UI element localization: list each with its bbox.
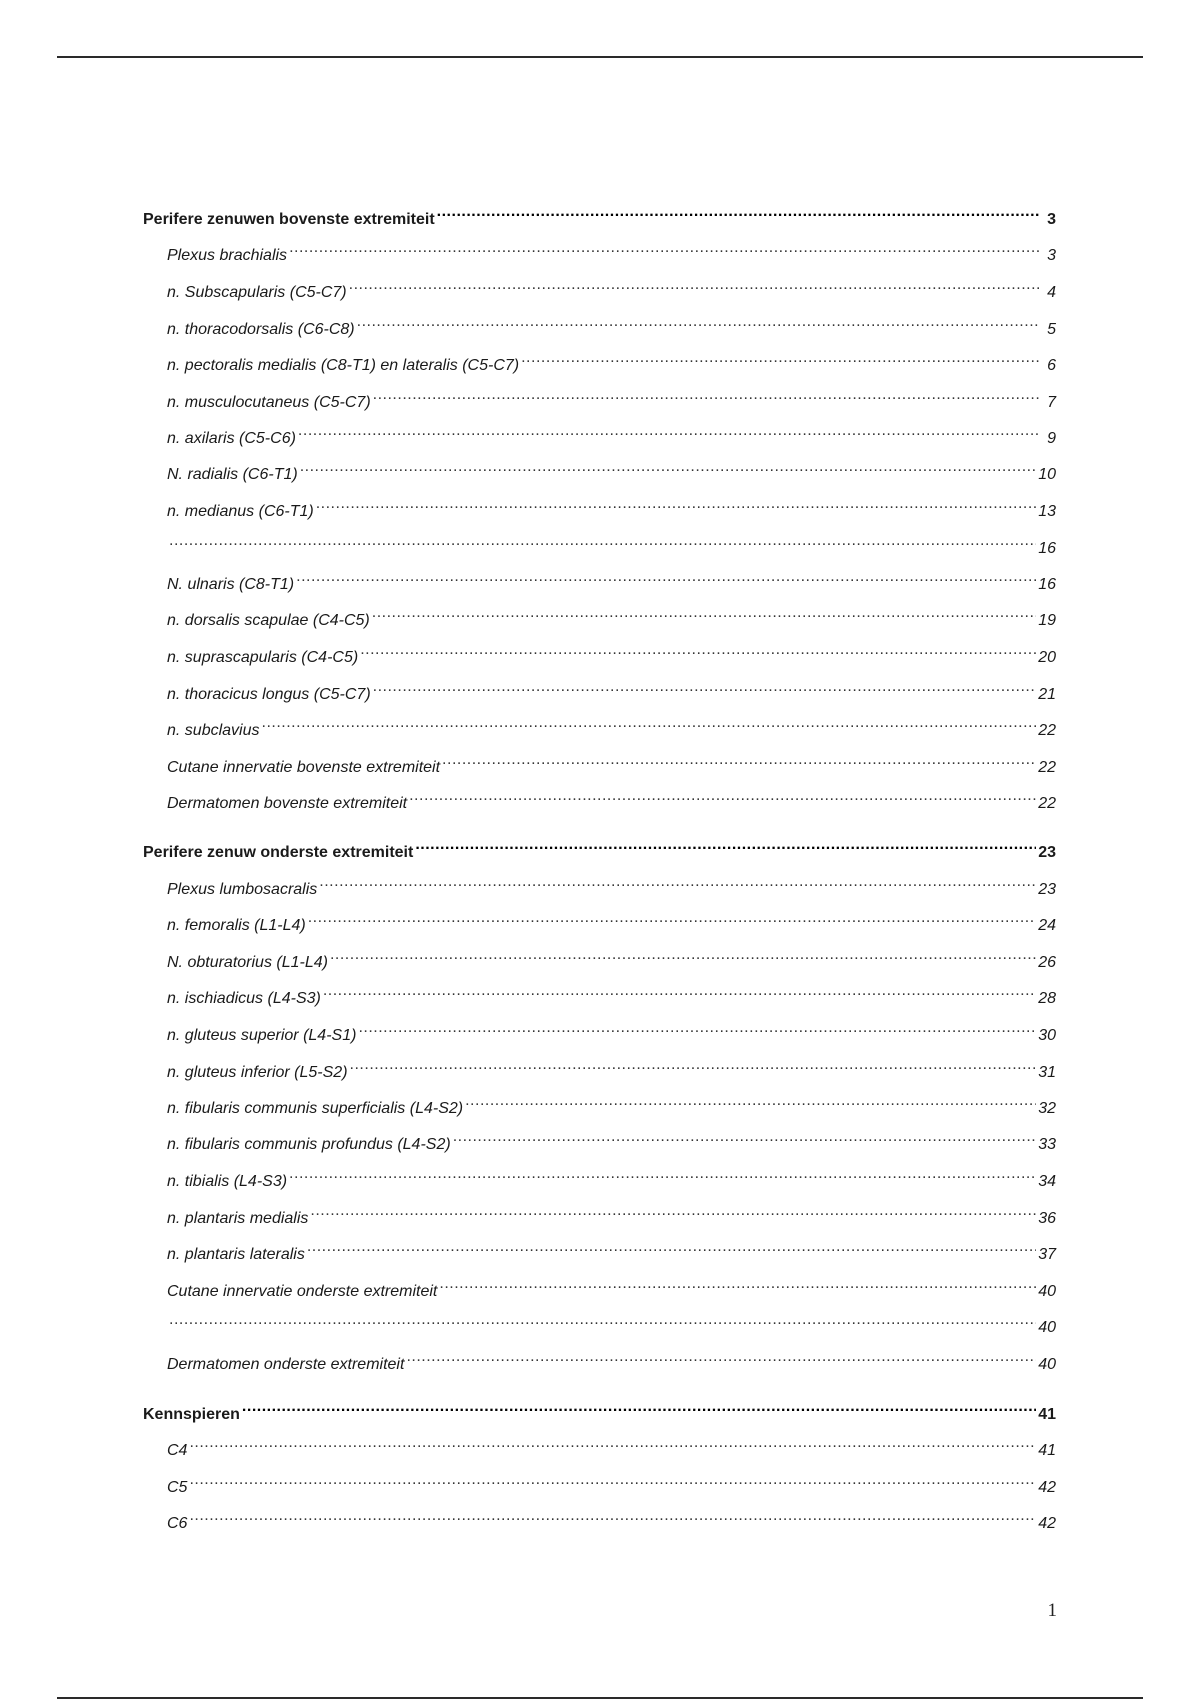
toc-dot-leader (521, 346, 1040, 370)
toc-page-number: 40 (1038, 1319, 1056, 1336)
toc-label: n. axilaris (C5-C6) (167, 430, 296, 447)
toc-label: Cutane innervatie onderste extremiteit (167, 1283, 438, 1300)
toc-entry-link[interactable] (143, 1272, 1056, 1300)
toc-page-number: 33 (1038, 1136, 1056, 1153)
toc-dot-leader (437, 200, 1040, 224)
toc-label: n. thoracodorsalis (C6-C8) (167, 321, 355, 338)
toc-entry-link[interactable] (143, 492, 1056, 520)
toc-entry-link[interactable] (143, 273, 1056, 301)
toc-page-number: 28 (1038, 990, 1056, 1007)
toc-entry-link[interactable] (143, 1345, 1056, 1373)
toc-dot-leader (169, 529, 1036, 553)
toc-page-number: 37 (1038, 1246, 1056, 1263)
footer-rule (57, 1697, 1143, 1699)
toc-label: N. ulnaris (C8-T1) (167, 576, 295, 593)
toc-dot-leader (189, 1431, 1036, 1455)
toc-entry-link[interactable] (143, 711, 1056, 739)
toc-dot-leader (406, 1345, 1036, 1369)
toc-page-number: 31 (1038, 1064, 1056, 1081)
toc-entry-link[interactable] (143, 346, 1056, 374)
toc-label: n. fibularis communis superficialis (L4-S2) (167, 1100, 464, 1117)
toc-dot-leader (453, 1125, 1037, 1149)
toc-dot-leader (349, 273, 1040, 297)
toc-label: n. gluteus inferior (L5-S2) (167, 1064, 348, 1081)
toc-entry-link[interactable] (143, 906, 1056, 934)
toc-page-number: 23 (1038, 844, 1056, 861)
toc-label: n. fibularis communis profundus (L4-S2) (167, 1136, 451, 1153)
toc-section-link[interactable] (143, 200, 1056, 228)
toc-dot-leader (289, 236, 1040, 260)
toc-dot-leader (262, 711, 1037, 735)
toc-label: C5 (167, 1479, 188, 1496)
toc-label: n. femoralis (L1-L4) (167, 917, 306, 934)
toc-dot-leader (358, 1016, 1036, 1040)
toc-entry-link[interactable] (143, 1125, 1056, 1153)
toc-dot-leader (319, 870, 1036, 894)
toc-page-number: 21 (1038, 686, 1056, 703)
toc-label: Plexus lumbosacralis (167, 881, 318, 898)
toc-entry-link[interactable] (143, 1468, 1056, 1496)
page-number: 1 (1047, 1600, 1057, 1621)
toc-dot-leader (442, 748, 1036, 772)
toc-entry-link[interactable] (143, 236, 1056, 264)
toc-entry-link[interactable] (143, 1199, 1056, 1227)
toc-page-number: 9 (1047, 430, 1056, 447)
toc-entry-link[interactable] (143, 1016, 1056, 1044)
toc-label: n. plantaris lateralis (167, 1246, 305, 1263)
toc-label: Perifere zenuwen bovenste extremiteit (143, 211, 435, 228)
toc-label: n. gluteus superior (L4-S1) (167, 1027, 357, 1044)
toc-entry-link[interactable] (143, 1235, 1056, 1263)
toc-page-number: 22 (1038, 722, 1056, 739)
toc-page-number: 3 (1047, 211, 1056, 228)
toc-label: n. medianus (C6-T1) (167, 503, 314, 520)
toc-label: n. thoracicus longus (C5-C7) (167, 686, 371, 703)
toc-label: Cutane innervatie bovenste extremiteit (167, 759, 441, 776)
toc-page-number: 16 (1038, 540, 1056, 557)
toc-dot-leader (289, 1162, 1036, 1186)
toc-label: Dermatomen onderste extremiteit (167, 1356, 405, 1373)
toc-page-number: 20 (1038, 649, 1056, 666)
toc-entry-link[interactable] (143, 419, 1056, 447)
toc-page-number: 3 (1047, 247, 1056, 264)
toc-dot-leader (189, 1468, 1036, 1492)
toc-dot-leader (373, 675, 1037, 699)
toc-label: n. subclavius (167, 722, 260, 739)
toc-entry-link[interactable] (143, 675, 1056, 703)
toc-label: C4 (167, 1442, 188, 1459)
toc-dot-leader (316, 492, 1036, 516)
toc-label: C6 (167, 1515, 188, 1532)
toc-page-number: 7 (1047, 394, 1056, 411)
toc-dot-leader (439, 1272, 1036, 1296)
toc-page-number: 40 (1038, 1356, 1056, 1373)
toc-page-number: 40 (1038, 1283, 1056, 1300)
toc-entry-link[interactable] (143, 979, 1056, 1007)
header-rule (57, 56, 1143, 58)
toc-label: n. dorsalis scapulae (C4-C5) (167, 612, 370, 629)
toc-dot-leader (372, 601, 1036, 625)
toc-entry-link[interactable] (143, 1504, 1056, 1532)
toc-page-number: 24 (1038, 917, 1056, 934)
toc-dot-leader (169, 1308, 1036, 1332)
toc-dot-leader (357, 310, 1040, 334)
toc-label: Plexus brachialis (167, 247, 288, 264)
toc-entry-link[interactable] (143, 638, 1056, 666)
toc-entry-link[interactable] (143, 529, 1056, 557)
toc-page-number: 26 (1038, 954, 1056, 971)
toc-page-number: 5 (1047, 321, 1056, 338)
toc-dot-leader (307, 1235, 1036, 1259)
toc-label: Dermatomen bovenste extremiteit (167, 795, 408, 812)
toc-label: n. musculocutaneus (C5-C7) (167, 394, 371, 411)
toc-dot-leader (323, 979, 1036, 1003)
toc-label: N. radialis (C6-T1) (167, 466, 298, 483)
toc-label: Perifere zenuw onderste extremiteit (143, 844, 414, 861)
toc-label: n. tibialis (L4-S3) (167, 1173, 288, 1190)
toc-dot-leader (296, 565, 1036, 589)
toc-page-number: 19 (1038, 612, 1056, 629)
toc-entry-link[interactable] (143, 943, 1056, 971)
toc-entry-link[interactable] (143, 455, 1056, 483)
toc-entry-link[interactable] (143, 310, 1056, 338)
toc-label: n. ischiadicus (L4-S3) (167, 990, 321, 1007)
toc-dot-leader (189, 1504, 1036, 1528)
toc-page-number: 41 (1038, 1442, 1056, 1459)
toc-entry-link[interactable] (143, 784, 1056, 812)
toc-entry-link[interactable] (143, 383, 1056, 411)
toc-page-number: 13 (1038, 503, 1056, 520)
toc-page-number: 10 (1038, 466, 1056, 483)
toc-entry-link[interactable] (143, 565, 1056, 593)
toc-dot-leader (415, 833, 1036, 857)
toc-dot-leader (330, 943, 1036, 967)
toc-dot-leader (310, 1199, 1036, 1223)
toc-dot-leader (242, 1395, 1036, 1419)
toc-page-number: 23 (1038, 881, 1056, 898)
toc-page-number: 32 (1038, 1100, 1056, 1117)
toc-page-number: 42 (1038, 1515, 1056, 1532)
toc-entry-link[interactable] (143, 748, 1056, 776)
toc-entry-link[interactable] (143, 1308, 1056, 1336)
toc-dot-leader (298, 419, 1040, 443)
toc-dot-leader (300, 455, 1037, 479)
toc-entry-link[interactable] (143, 1431, 1056, 1459)
toc-label: n. Subscapularis (C5-C7) (167, 284, 347, 301)
toc-page-number: 4 (1047, 284, 1056, 301)
toc-section-link[interactable] (143, 1395, 1056, 1423)
toc-page-number: 42 (1038, 1479, 1056, 1496)
toc-page-number: 36 (1038, 1210, 1056, 1227)
toc-entry-link[interactable] (143, 1162, 1056, 1190)
toc-dot-leader (465, 1089, 1036, 1113)
toc-page-number: 6 (1047, 357, 1056, 374)
toc-dot-leader (409, 784, 1036, 808)
toc-label: n. suprascapularis (C4-C5) (167, 649, 359, 666)
toc-label: n. pectoralis medialis (C8-T1) en lateralis (C5-C7) (167, 357, 520, 374)
toc-entry-link[interactable] (143, 1089, 1056, 1117)
toc-dot-leader (308, 906, 1036, 930)
toc-entry-link[interactable] (143, 870, 1056, 898)
toc-page-number: 41 (1038, 1406, 1056, 1423)
toc-label: n. plantaris medialis (167, 1210, 309, 1227)
toc-page-number: 22 (1038, 759, 1056, 776)
toc-entry-link[interactable] (143, 601, 1056, 629)
toc-dot-leader (373, 383, 1040, 407)
toc-label: N. obturatorius (L1-L4) (167, 954, 328, 971)
toc-dot-leader (360, 638, 1036, 662)
toc-dot-leader (350, 1053, 1037, 1077)
toc-label: Kennspieren (143, 1406, 240, 1423)
toc-page-number: 34 (1038, 1173, 1056, 1190)
toc-page-number: 30 (1038, 1027, 1056, 1044)
toc-entry-link[interactable] (143, 1053, 1056, 1081)
toc-page-number: 22 (1038, 795, 1056, 812)
toc-section-link[interactable] (143, 833, 1056, 861)
toc-page-number: 16 (1038, 576, 1056, 593)
